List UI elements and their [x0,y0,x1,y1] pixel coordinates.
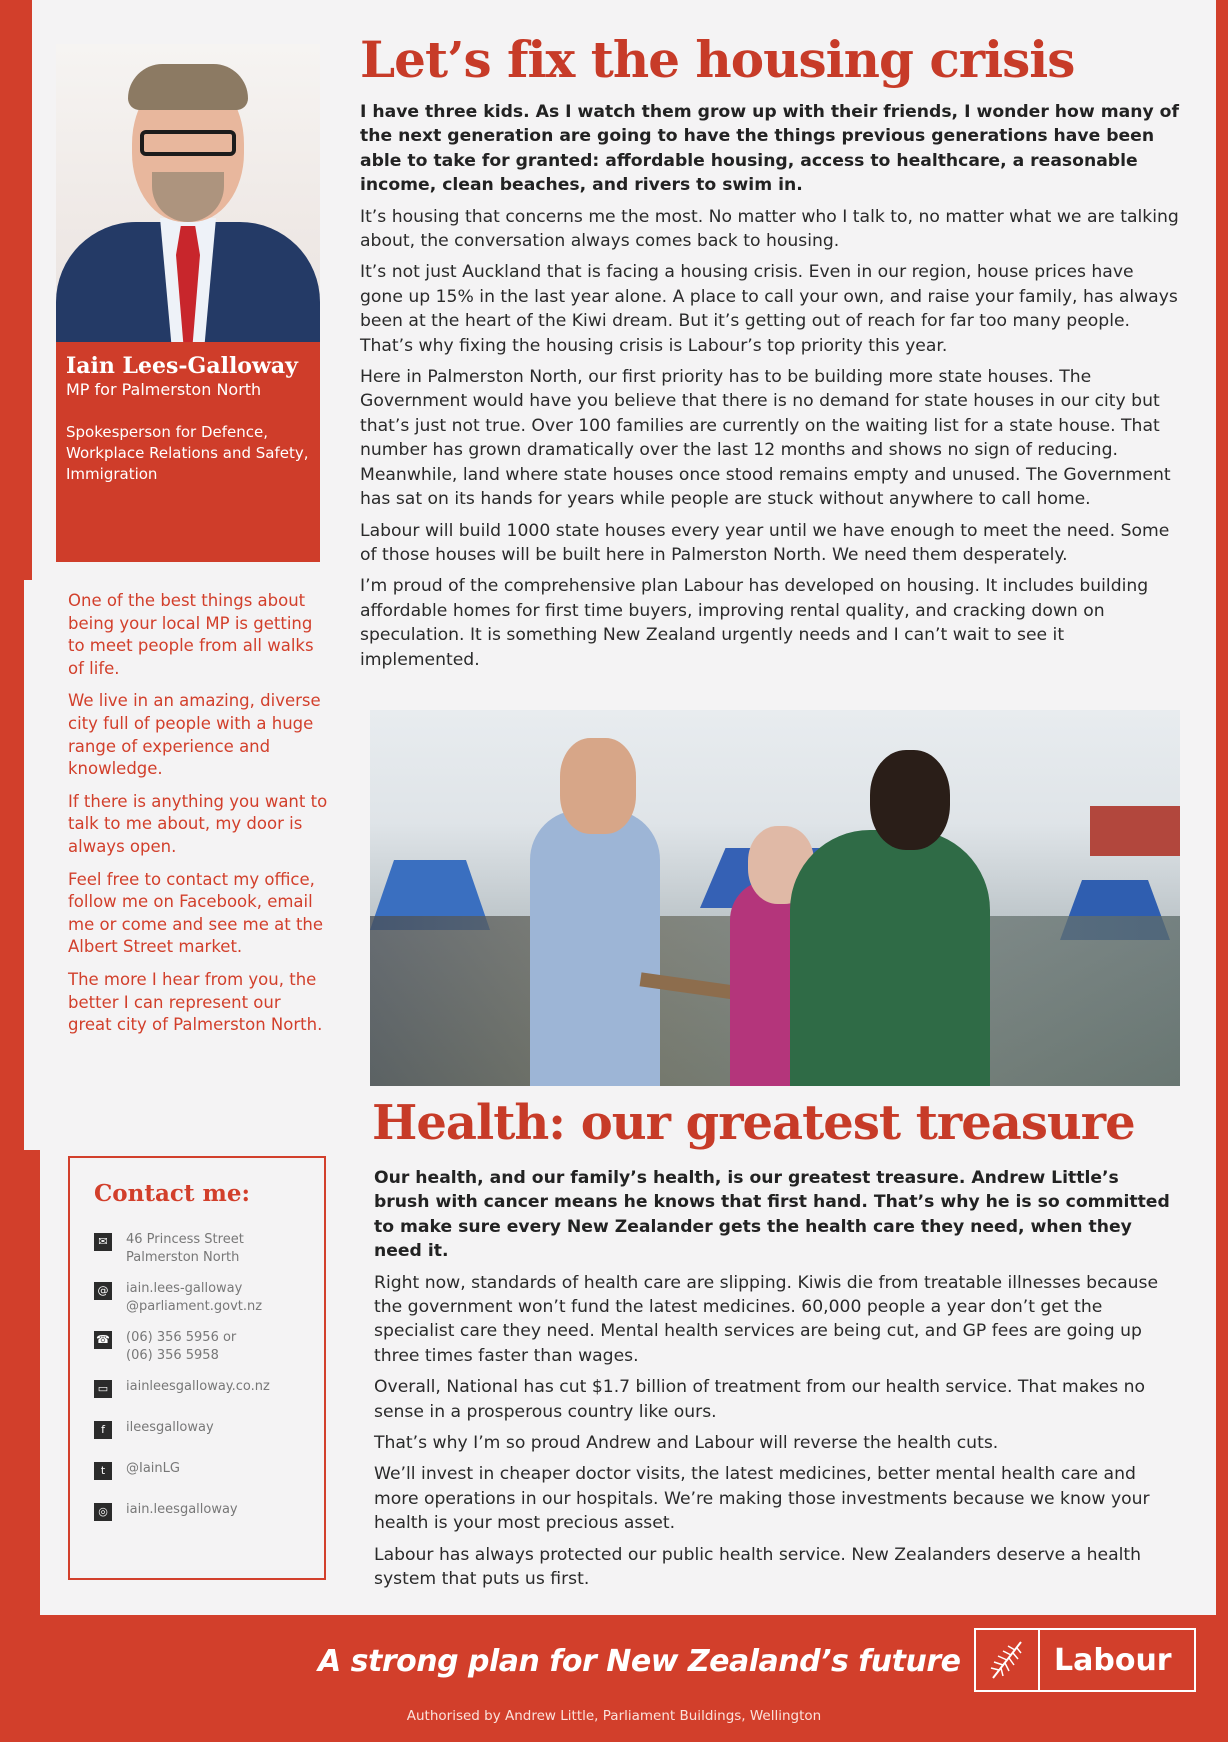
logo-wordmark: Labour [1054,1642,1172,1678]
contact-title: Contact me: [94,1180,250,1207]
mp-portrait-photo [56,44,320,342]
contact-text[interactable]: iainleesgalloway.co.nz [126,1379,270,1394]
mp-role: MP for Palmerston North [66,380,262,399]
mp-name: Iain Lees-Galloway [66,353,298,379]
article-paragraph: It’s housing that concerns me the most. No matter who I talk to, no matter what we are talking about, the conversation always comes back to housing. [360,206,1179,252]
article-paragraph: It’s not just Auckland that is facing a housing crisis. Even in our region, house prices have gone up 15% in the last year alone. A place to call your own, and raise your family, has always been at the heart of the Kiwi dream. But it’s getting out of reach for far too many people. That’s why fixing the housing crisis is Labour’s top priority this year. [360,262,1178,356]
red-edge-bottom [0,1150,40,1620]
health-headline: Health: our greatest treasure [372,1095,1135,1151]
contact-text[interactable]: ileesgalloway [126,1420,214,1435]
article-paragraph: That’s why I’m so proud Andrew and Labour will reverse the health cuts. [374,1433,999,1454]
labour-logo [974,1628,1196,1692]
contact-website[interactable] [94,1378,300,1406]
sidebar-paragraph: We live in an amazing, diverse city full of people with a huge range of experience and knowledge. [68,691,321,779]
authorisation-statement: Authorised by Andrew Little, Parliament Buildings, Wellington [406,1708,822,1724]
at-icon: @ [94,1282,112,1300]
housing-headline: Let’s fix the housing crisis [360,30,1075,89]
red-edge-top [0,0,32,580]
contact-text: 46 Princess Street Palmerston North [126,1232,244,1265]
contact-address [94,1231,300,1267]
mp-portfolios: Spokesperson for Defence, Workplace Relations and Safety, Immigration [66,423,309,483]
article-paragraph: Labour will build 1000 state houses every year until we have enough to meet the need. Some of those houses will be built here in Palmerston North. We need them desperately. [360,520,1170,565]
housing-lead: I have three kids. As I watch them grow up with their friends, I wonder how many of the next generation are going to have the things previous generations have been able to take for granted: affordable housing, access to healthcare, a reasonable income, clean beaches, and rivers to swim in. [360,102,1179,196]
instagram-icon: ◎ [94,1503,112,1521]
health-article [374,1166,1180,1599]
contact-text[interactable]: @IainLG [126,1461,180,1476]
contact-twitter[interactable] [94,1460,300,1488]
sidebar-paragraph: Feel free to contact my office, follow me on Facebook, email me or come and see me at the Albert Street market. [68,869,324,957]
contact-phone[interactable] [94,1329,300,1365]
article-paragraph: Labour has always protected our public health service. New Zealanders deserve a health system that puts us first. [374,1544,1142,1590]
contact-text[interactable]: iain.lees-galloway @parliament.govt.nz [126,1281,263,1314]
facebook-icon: f [94,1421,112,1439]
contact-facebook[interactable] [94,1419,300,1447]
article-paragraph: Overall, National has cut $1.7 billion of treatment from our health service. That makes no sense in a prosperous country like ours. [374,1377,1146,1422]
article-paragraph: Here in Palmerston North, our first priority has to be building more state houses. The Government would have you believe that there is no demand for state houses in our city but that’s just not true. Over 100 families are currently on the waiting list for a state house. That number has grown dramatically over the last 12 months and shows no sign of reducing. Meanwhile, land where state houses once stood remains empty and unused. The Government has sat on its hands for years while people are stuck without anywhere to call home. [360,367,1171,510]
footer-slogan: A strong plan for New Zealand’s future [318,1644,961,1679]
contact-text[interactable]: (06) 356 5956 or (06) 356 5958 [126,1330,237,1363]
twitter-icon: t [94,1462,112,1480]
article-paragraph: We’ll invest in cheaper doctor visits, the latest medicines, better mental health care and more operations in our hospitals. We’re making those investments because we know your health is your most precious asset. [374,1464,1150,1534]
sidebar-paragraph: One of the best things about being your local MP is getting to meet people from all walks of life. [68,591,314,678]
fern-icon [976,1630,1040,1690]
market-photo [370,710,1180,1086]
contact-instagram[interactable] [94,1501,300,1529]
mail-icon: ✉ [94,1233,112,1251]
web-icon: ▭ [94,1380,112,1398]
phone-icon: ☎ [94,1331,112,1349]
sidebar-paragraph: The more I hear from you, the better I can represent our great city of Palmerston North. [68,969,323,1035]
article-paragraph: I’m proud of the comprehensive plan Labour has developed on housing. It includes building affordable homes for first time buyers, improving rental quality, and cracking down on speculation. It is something New Zealand urgently needs and I can’t wait to see it implemented. [360,576,1149,670]
contact-box [68,1156,326,1580]
contact-email[interactable] [94,1280,300,1316]
sidebar-paragraph: If there is anything you want to talk to me about, my door is always open. [68,791,328,856]
article-paragraph: Right now, standards of health care are slipping. Kiwis die from treatable illnesses because the government won’t fund the latest medicines. 60,000 people a year don’t get the specialist care they need. Mental health services are being cut, and GP fees are going up three times faster than wages. [374,1272,1159,1366]
contact-text[interactable]: iain.leesgalloway [126,1502,238,1517]
housing-article [360,100,1180,679]
sidebar-message [68,590,328,1047]
health-lead: Our health, and our family’s health, is our greatest treasure. Andrew Little’s brush with cancer means he knows that first hand. That’s why he is so committed to make sure every New Zealander gets the health care they need, when they need it. [374,1168,1170,1262]
profile-box [56,342,320,562]
